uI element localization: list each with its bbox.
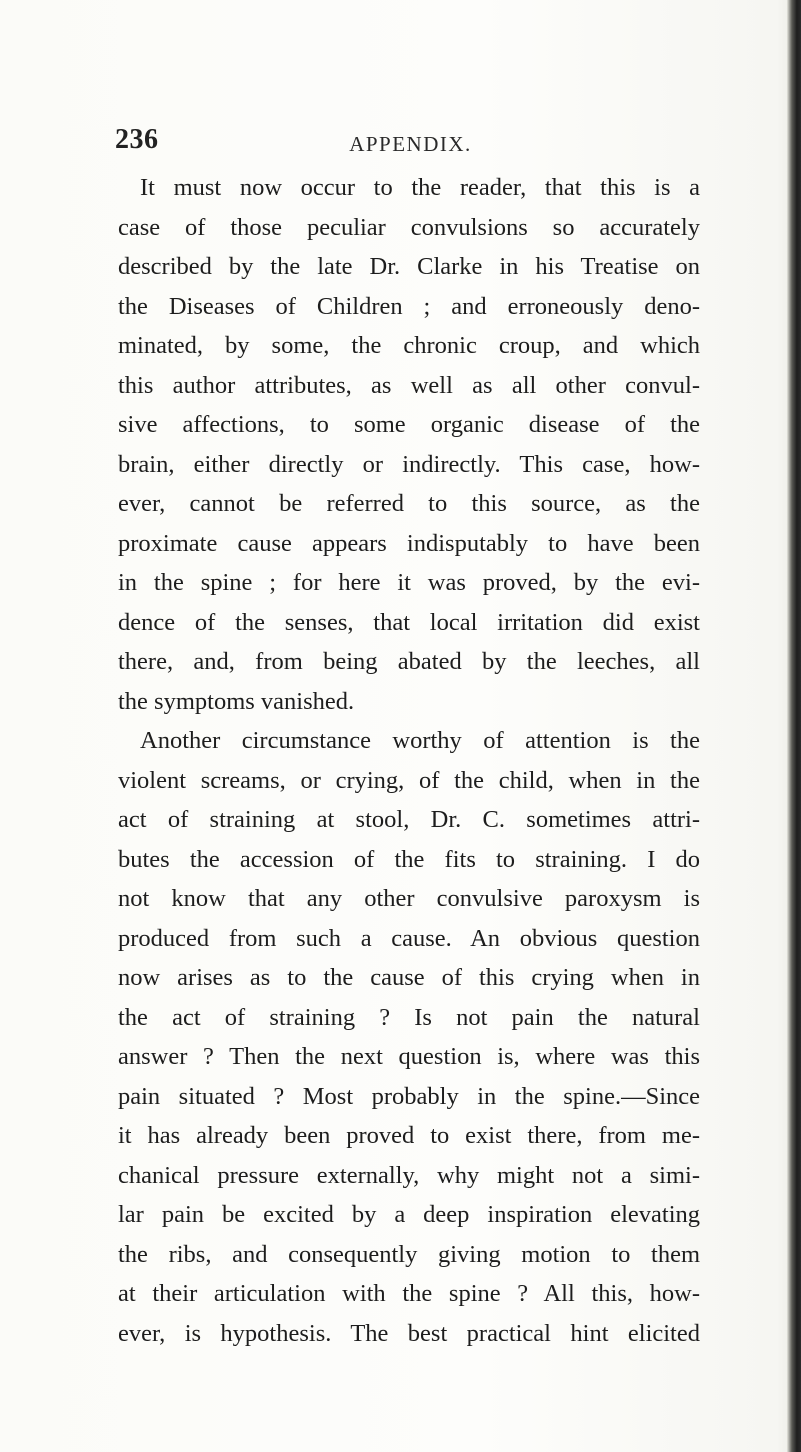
text-line: pain situated ? Most probably in the spine.—Since	[118, 1082, 700, 1110]
text-line: dence of the senses, that local irritation did exist	[118, 608, 700, 636]
text-line: butes the accession of the fits to straining. I do	[118, 845, 700, 873]
text-line: the ribs, and consequently giving motion to them	[118, 1240, 700, 1268]
text-line: minated, by some, the chronic croup, and which	[118, 332, 700, 359]
text-line: ever, is hypothesis. The best practical hint elicited	[118, 1319, 700, 1347]
text-line: sive affections, to some organic disease of the	[118, 411, 700, 438]
text-line: produced from such a cause. An obvious question	[118, 924, 700, 952]
text-line: brain, either directly or indirectly. This case, how-	[118, 450, 700, 478]
text-line: the Diseases of Children ; and erroneously deno-	[118, 292, 700, 320]
text-line: this author attributes, as well as all other convul-	[118, 371, 700, 399]
text-line: ever, cannot be referred to this source, as the	[118, 490, 700, 517]
text-line: case of those peculiar convulsions so accurately	[118, 213, 700, 241]
text-line: there, and, from being abated by the leeches, all	[118, 648, 700, 675]
text-line: described by the late Dr. Clarke in his Treatise on	[118, 253, 700, 280]
text-line: it has already been proved to exist there, from me-	[118, 1122, 700, 1149]
text-line: violent screams, or crying, of the child, when in the	[118, 766, 700, 794]
text-line: the act of straining ? Is not pain the natural	[118, 1003, 700, 1031]
body-text	[118, 168, 700, 1353]
text-line: in the spine ; for here it was proved, by the evi-	[118, 569, 700, 596]
text-line: Another circumstance worthy of attention is the	[140, 727, 700, 754]
page-binding-edge	[787, 0, 801, 1452]
text-line: at their articulation with the spine ? All this, how-	[118, 1280, 700, 1307]
text-line: proximate cause appears indisputably to have been	[118, 529, 700, 557]
page-number: 236	[115, 124, 159, 155]
text-line: act of straining at stool, Dr. C. sometimes attri-	[118, 806, 700, 833]
text-line: answer ? Then the next question is, where was this	[118, 1043, 700, 1070]
text-line: chanical pressure externally, why might not a simi-	[118, 1161, 700, 1189]
text-line: lar pain be excited by a deep inspiration elevating	[118, 1201, 700, 1228]
text-line: It must now occur to the reader, that this is a	[140, 174, 700, 201]
running-head	[0, 120, 801, 160]
text-line: the symptoms vanished.	[118, 687, 355, 715]
running-title: APPENDIX.	[349, 132, 472, 156]
text-line: now arises as to the cause of this crying when in	[118, 964, 700, 991]
text-line: not know that any other convulsive paroxysm is	[118, 885, 700, 912]
